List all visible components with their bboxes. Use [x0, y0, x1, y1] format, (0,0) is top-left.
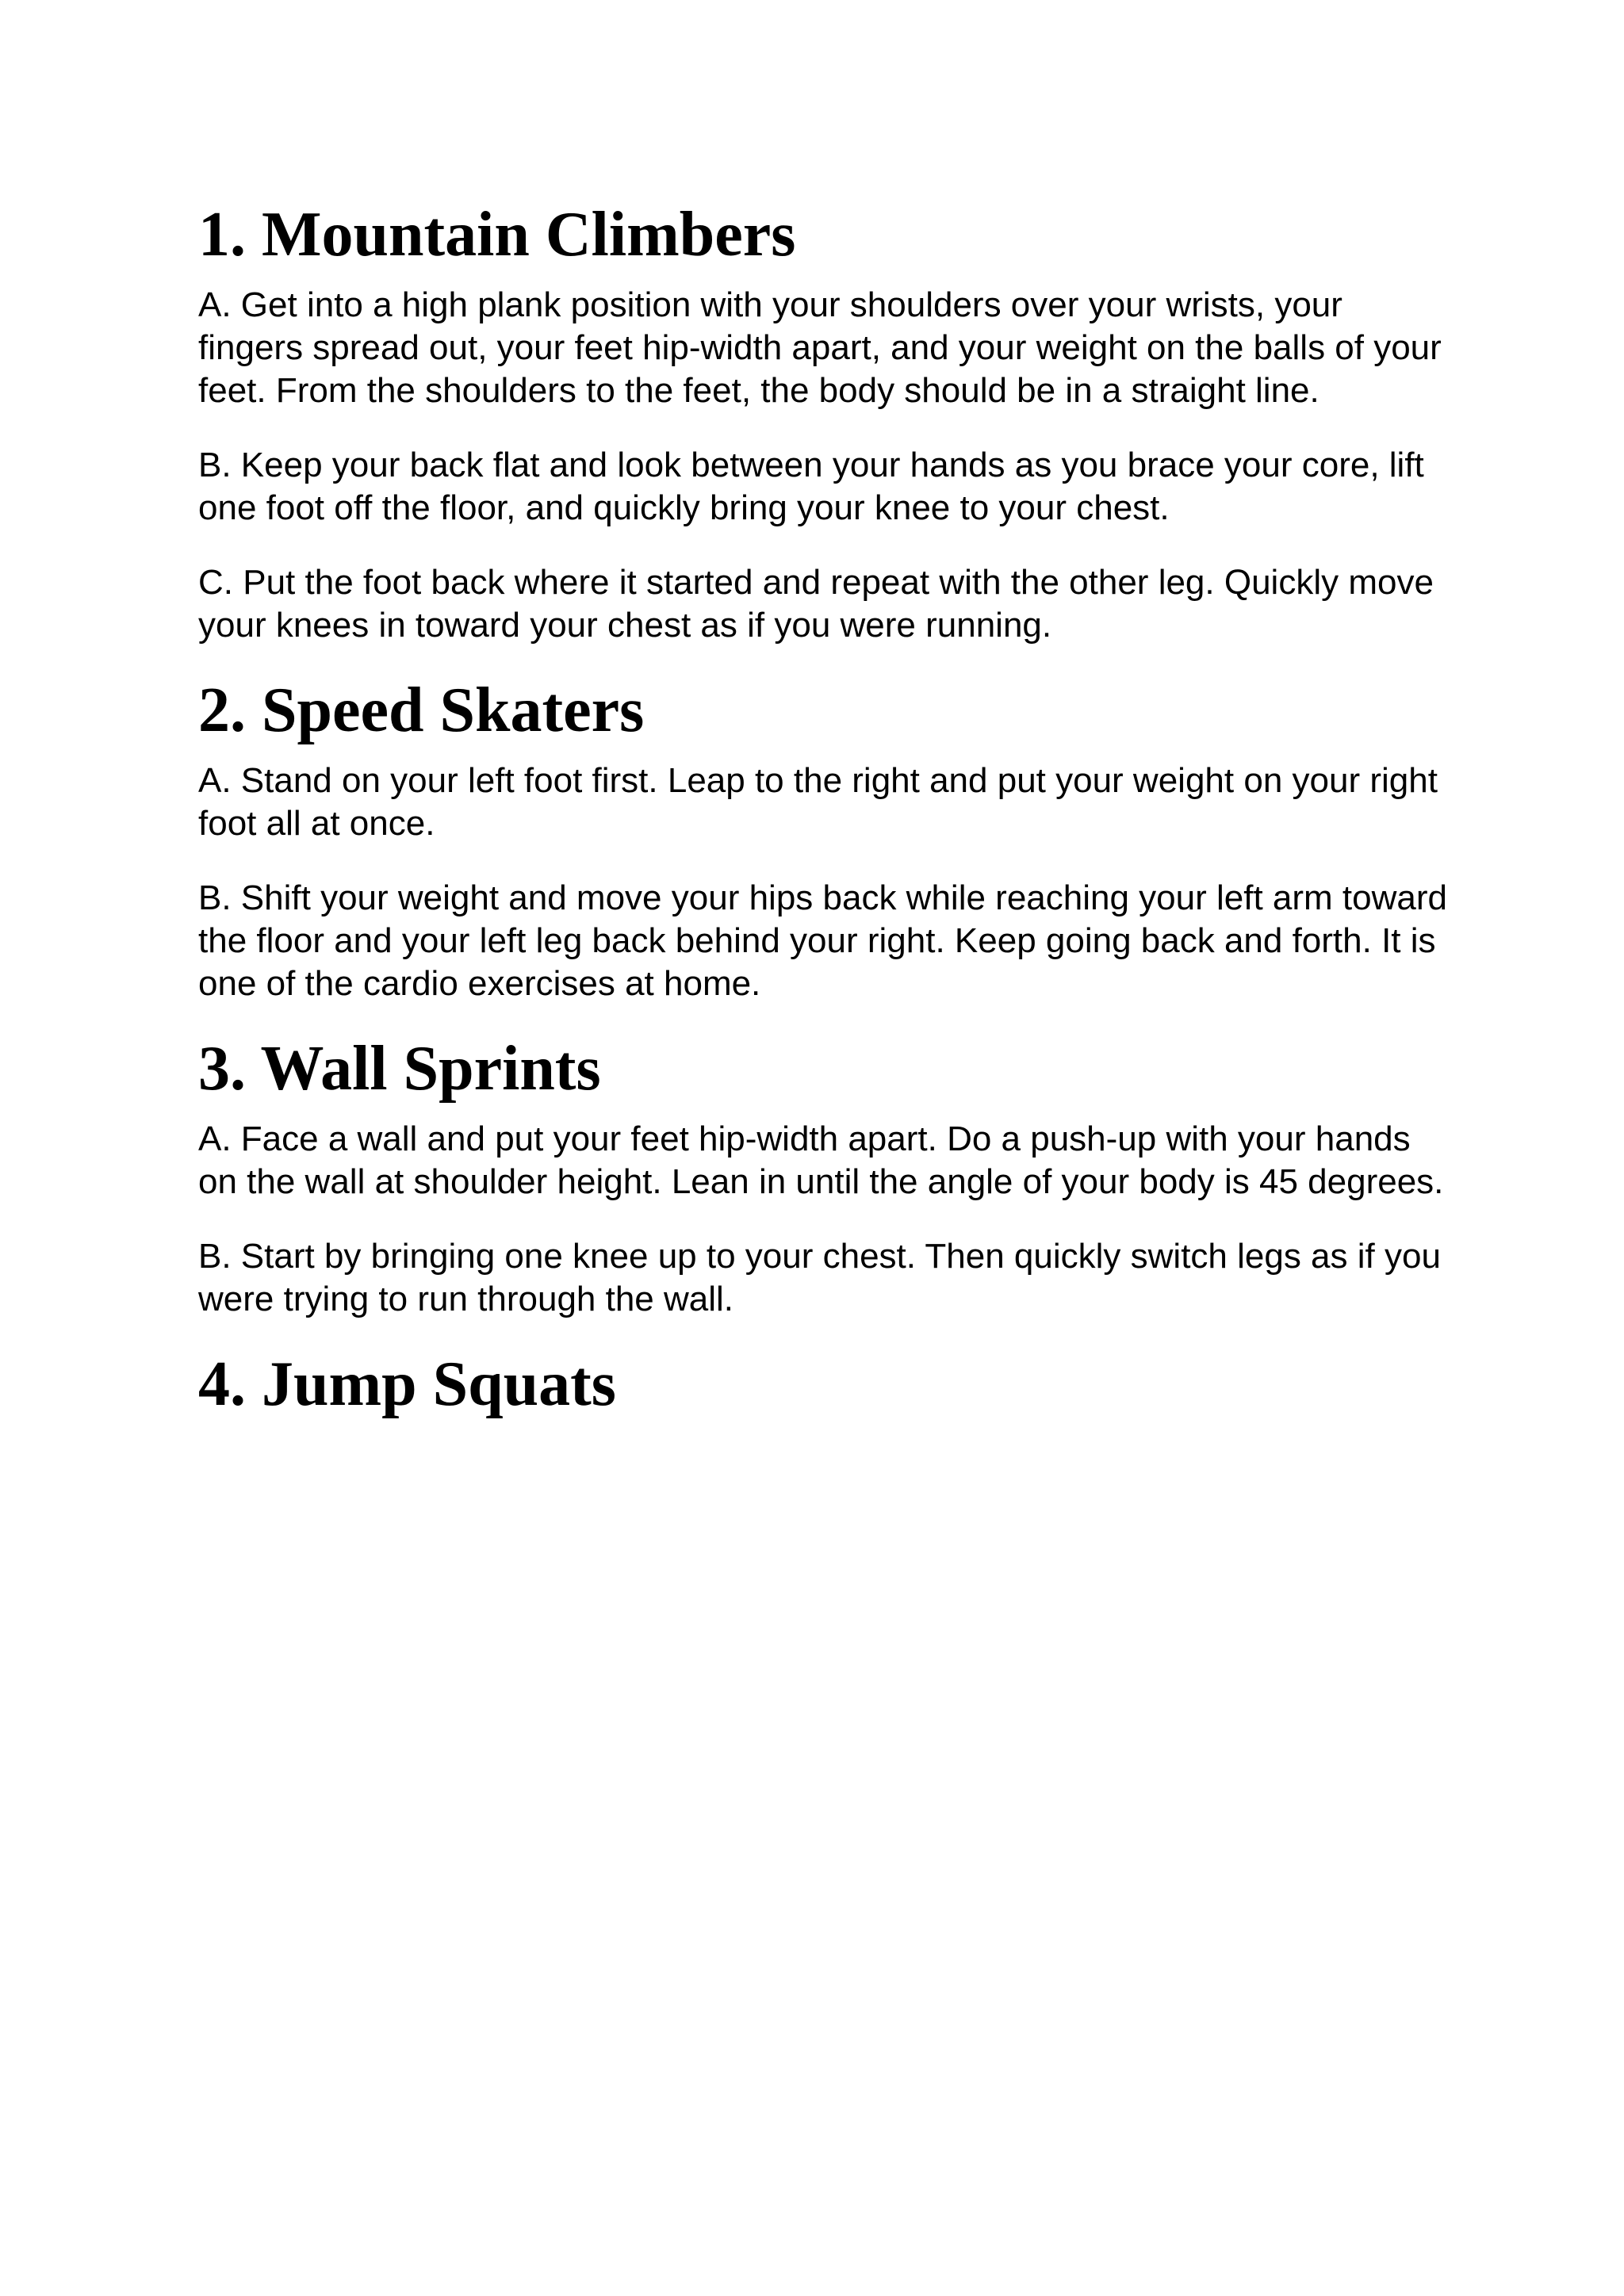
step-paragraph: B. Shift your weight and move your hips back while reaching your left arm toward the floor and your left leg back behind your right. Keep going back and forth. It is one of the cardio exercises at home. [198, 878, 1447, 1003]
section-wall-sprints [198, 1031, 1451, 1321]
section-speed-skaters [198, 672, 1451, 1005]
section-mountain-climbers [198, 197, 1451, 647]
step-paragraph: B. Start by bringing one knee up to your chest. Then quickly switch legs as if you were trying to run through the wall. [198, 1237, 1441, 1318]
section-jump-squats [198, 1346, 1451, 1422]
step-paragraph: A. Face a wall and put your feet hip-width apart. Do a push-up with your hands on the wall at shoulder height. Lean in until the angle of your body is 45 degrees. [198, 1119, 1444, 1201]
step-paragraph: C. Put the foot back where it started and repeat with the other leg. Quickly move your knees in toward your chest as if you were running. [198, 563, 1434, 645]
section-heading: 2. Speed Skaters [198, 675, 645, 745]
document-page [198, 197, 1451, 1433]
step-paragraph: A. Get into a high plank position with your shoulders over your wrists, your fingers spread out, your feet hip-width apart, and your weight on the balls of your feet. From the shoulders to the feet, the body should be in a straight line. [198, 285, 1442, 410]
section-heading: 3. Wall Sprints [198, 1034, 601, 1104]
section-heading: 4. Jump Squats [198, 1349, 616, 1419]
section-heading: 1. Mountain Climbers [198, 200, 796, 270]
step-paragraph: A. Stand on your left foot first. Leap to the right and put your weight on your right foot all at once. [198, 761, 1438, 843]
step-paragraph: B. Keep your back flat and look between your hands as you brace your core, lift one foot off the floor, and quickly bring your knee to your chest. [198, 446, 1424, 527]
